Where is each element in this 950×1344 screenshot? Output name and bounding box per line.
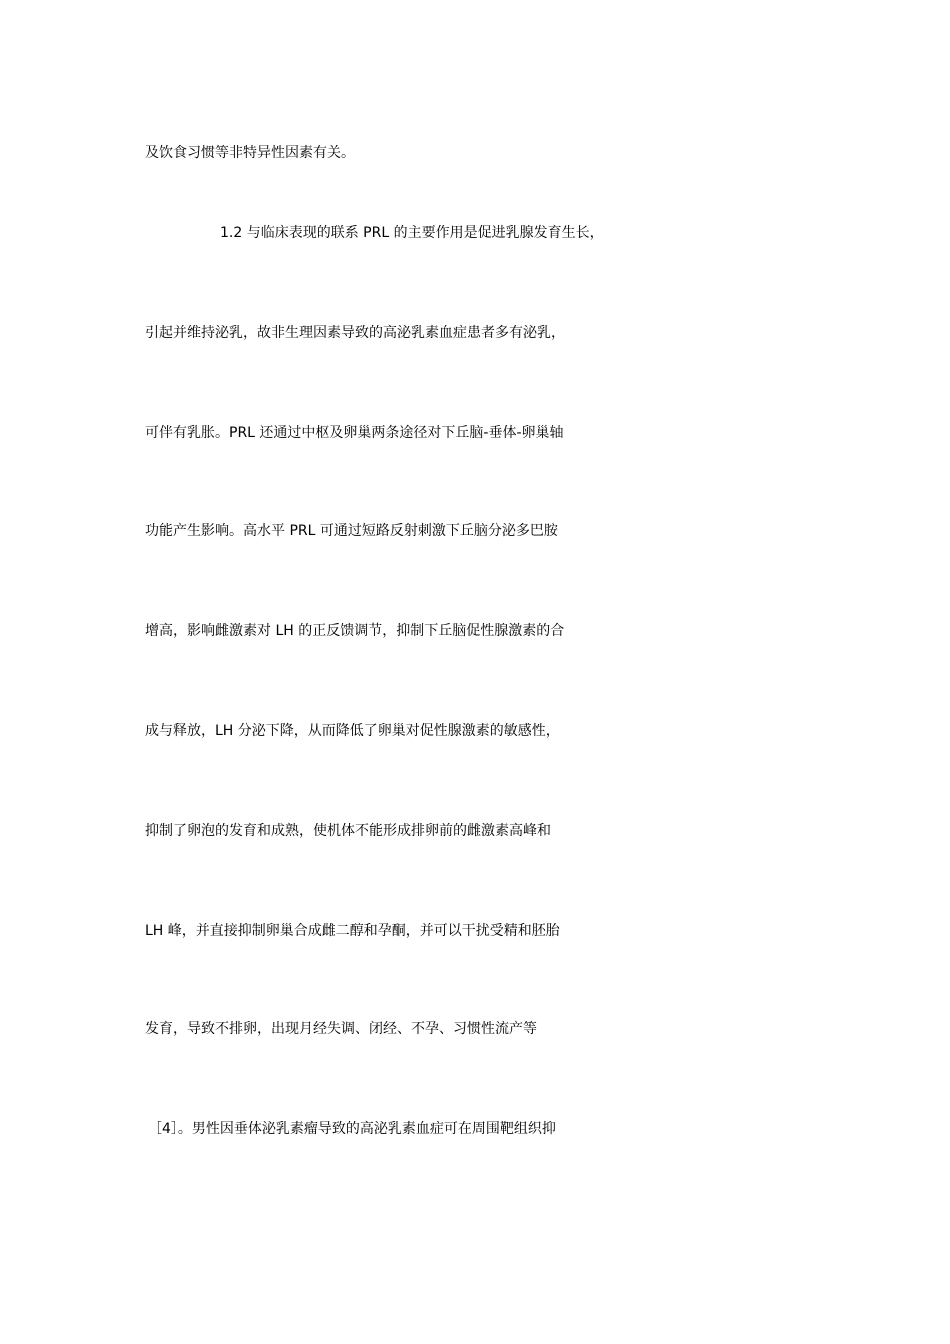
paragraph-line: 可伴有乳胀。PRL 还通过中枢及卵巢两条途径对下丘脑-垂体-卵巢轴	[145, 425, 564, 441]
paragraph-line: ［4］。男性因垂体泌乳素瘤导致的高泌乳素血症可在周围靶组织抑	[148, 1121, 556, 1137]
paragraph-line: 增高，影响雌激素对 LH 的正反馈调节，抑制下丘脑促性腺激素的合	[145, 623, 565, 639]
paragraph-line: 及饮食习惯等非特异性因素有关。	[145, 145, 355, 161]
paragraph-line: 引起并维持泌乳，故非生理因素导致的高泌乳素血症患者多有泌乳，	[145, 325, 565, 341]
section-heading-line: 1.2 与临床表现的联系 PRL 的主要作用是促进乳腺发育生长，	[220, 225, 604, 241]
paragraph-line: 成与释放，LH 分泌下降，从而降低了卵巢对促性腺激素的敏感性，	[145, 723, 560, 739]
paragraph-line: 抑制了卵泡的发育和成熟，使机体不能形成排卵前的雌激素高峰和	[145, 823, 551, 839]
paragraph-line: 功能产生影响。高水平 PRL 可通过短路反射刺激下丘脑分泌多巴胺	[145, 523, 558, 539]
paragraph-line: LH 峰，并直接抑制卵巢合成雌二醇和孕酮，并可以干扰受精和胚胎	[145, 923, 560, 939]
paragraph-line: 发育，导致不排卵，出现月经失调、闭经、不孕、习惯性流产等	[145, 1021, 537, 1037]
